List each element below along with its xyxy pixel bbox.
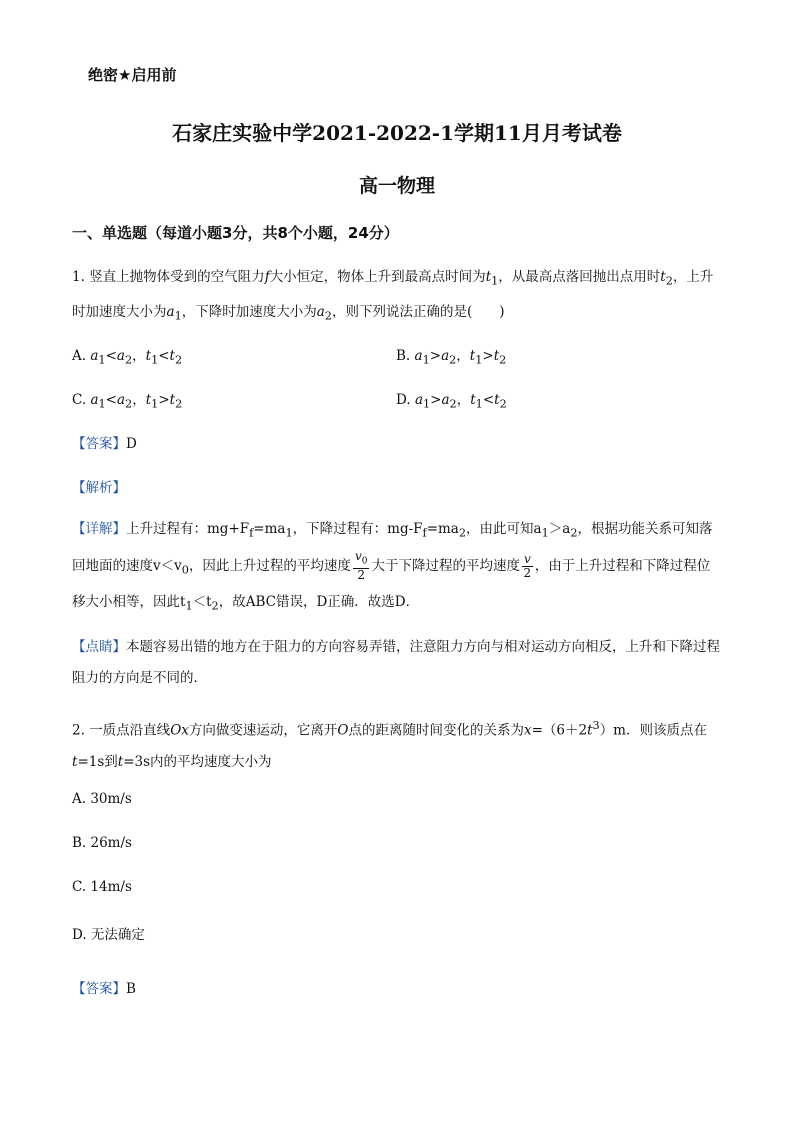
fraction-v-over-2: $\frac{v}{2}$ xyxy=(523,551,532,580)
answer-2: 【答案】B xyxy=(72,981,136,997)
secret-label: 绝密★启用前 xyxy=(88,66,177,84)
subject-title: 高一物理 xyxy=(358,175,435,197)
option-d: D. $a_1>a_2$，$t_1<t_2$ xyxy=(396,392,507,411)
fraction-v0-over-2: $\frac{v_0}{2}$ xyxy=(354,548,368,583)
q2-option-b: B. 26m/s xyxy=(72,835,132,851)
question-2-stem: 2. 一质点沿直线Ox方向做变速运动，它离开O点的距离随时间变化的关系为$x=(6+2t^3)m$．则该质点在t=1s到t=3s内的平均速度大小为 xyxy=(72,719,707,770)
q2-option-c: C. 14m/s xyxy=(72,879,132,895)
exam-title: 石家庄实验中学2021-2022-1学期11月月考试卷 xyxy=(172,121,622,145)
section-heading: 一、单选题（每道小题3分，共8个小题，24分） xyxy=(72,224,399,242)
answer-1: 【答案】D xyxy=(72,436,137,452)
analysis-tag: 【解析】 xyxy=(72,480,126,496)
detail-1: 【详解】上升过程有：$mg+F_f=ma_1$，下降过程有：$mg-F_f=ma_2$，由此可知$a_1>a_2$，根据功能关系可知落回地面的速度$v<v_0$，因此上升过程的平均速度 $\frac{v_0}{2}$ 大于下降过程的平均速度 $\frac{v}{2}$ ，由于上升过程和下降过程位移大小相等，因此$t_1<t_2$，故ABC错误，D正确．故选D． xyxy=(72,521,713,614)
option-a: A. $a_1<a_2$，$t_1<t_2$ xyxy=(72,348,183,367)
question-1-stem: 1. 竖直上抛物体受到的空气阻力f大小恒定，物体上升到最高点时间为$t_1$，从最高点落回抛出点用时$t_2$，上升时加速度大小为$a_1$，下降时加速度大小为$a_2$，则下列说法正确的是( ) xyxy=(72,269,714,323)
pointer-1: 【点睛】本题容易出错的地方在于阻力的方向容易弄错，注意阻力方向与相对运动方向相反，上升和下降过程阻力的方向是不同的． xyxy=(72,639,720,686)
option-c: C. $a_1<a_2$，$t_1>t_2$ xyxy=(72,392,183,411)
q2-option-d: D. 无法确定 xyxy=(72,927,145,943)
option-b: B. $a_1>a_2$，$t_1>t_2$ xyxy=(396,348,507,367)
q2-option-a: A. 30m/s xyxy=(72,791,132,807)
